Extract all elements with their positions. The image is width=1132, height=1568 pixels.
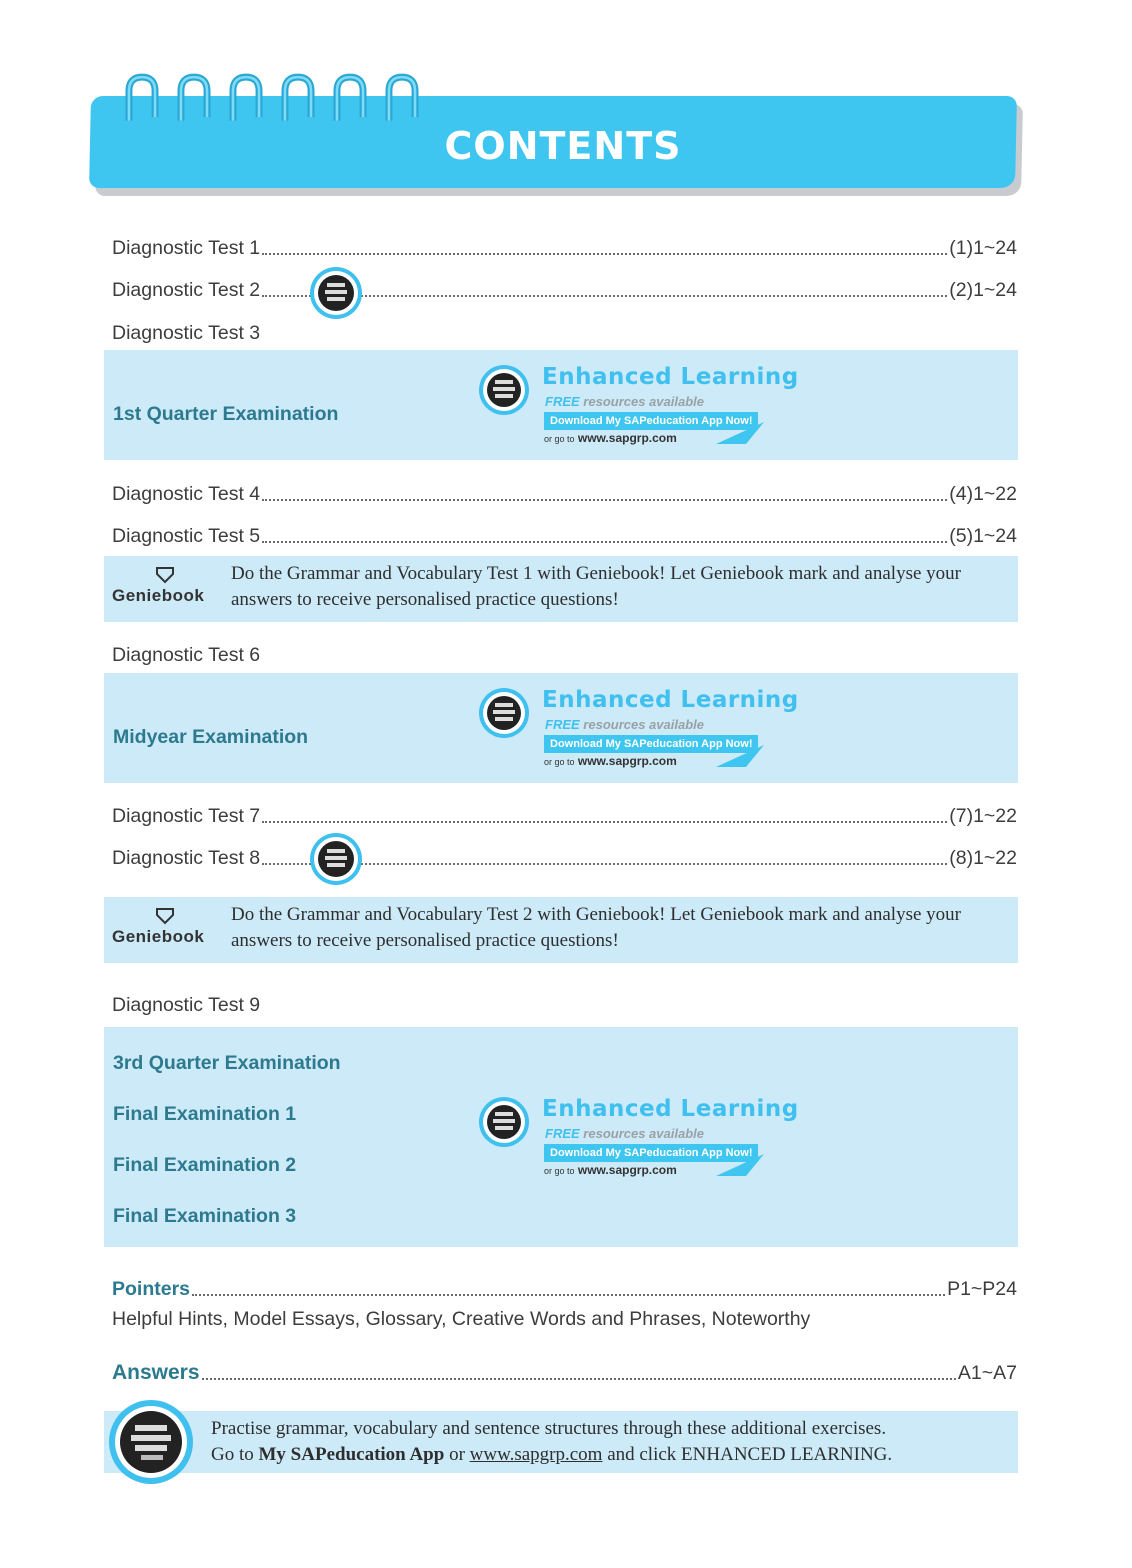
enhanced-learning-title: Enhanced Learning (542, 687, 799, 713)
toc-row-diagnostic-test-9[interactable] (112, 987, 1017, 1017)
toc-row-diagnostic-test-5[interactable] (112, 518, 1017, 548)
panel-1st-quarter (104, 350, 1018, 460)
enhanced-learning-logo-icon[interactable] (309, 832, 363, 886)
panel-midyear (104, 673, 1018, 783)
toc-row-diagnostic-test-4[interactable] (112, 476, 1017, 506)
geniebook-text: Do the Grammar and Vocabulary Test 1 with Geniebook! Let Geniebook mark and analyse your answers to receive personalised practice questions! (231, 563, 961, 610)
or-text: or (449, 1444, 465, 1465)
toc-page: A1~A7 (957, 1362, 1017, 1384)
geniebook-brand: Geniebook (112, 586, 205, 605)
enhanced-learning-logo-icon[interactable] (309, 266, 363, 320)
panel-title[interactable]: Final Examination 3 (113, 1205, 297, 1227)
toc-label: Diagnostic Test 5 (112, 525, 261, 547)
toc-page: P1~P24 (947, 1278, 1017, 1300)
toc-page: (1)1~24 (949, 237, 1017, 259)
toc-label: Pointers (112, 1278, 191, 1300)
toc-row-diagnostic-test-7[interactable] (112, 798, 1017, 828)
download-arrow-icon (716, 1154, 764, 1176)
or-go-to-label: or go to (544, 434, 575, 444)
enhanced-learning-logo-icon (478, 364, 530, 416)
website-link[interactable]: www.sapgrp.com (469, 1444, 603, 1465)
panel-title[interactable]: 1st Quarter Examination (113, 403, 339, 425)
pointers-subtitle: Helpful Hints, Model Essays, Glossary, Creative Words and Phrases, Noteworthy (112, 1308, 811, 1330)
toc-label: Diagnostic Test 8 (112, 847, 261, 869)
free-resources-text (545, 1126, 704, 1141)
toc-label: Answers (112, 1361, 200, 1384)
enhanced-learning-badge[interactable] (478, 364, 858, 454)
leader-dots (262, 821, 947, 823)
website-url: www.sapgrp.com (577, 1163, 677, 1177)
toc-page: (4)1~22 (949, 483, 1017, 505)
enhanced-learning-badge[interactable] (478, 687, 858, 777)
download-arrow-icon (716, 745, 764, 767)
toc-row-diagnostic-test-3[interactable] (112, 315, 1017, 345)
geniebook-brand: Geniebook (112, 927, 205, 946)
website-line (544, 1163, 677, 1177)
toc-row-diagnostic-test-8[interactable] (112, 840, 1017, 870)
geniebook-promo-1[interactable] (104, 556, 1018, 622)
free-resources-text (545, 717, 704, 732)
free-label: FREE (545, 394, 580, 409)
download-app-banner: Download My SAPeducation App Now! (544, 412, 758, 430)
toc-row-answers[interactable] (112, 1355, 1017, 1385)
enhanced-learning-title: Enhanced Learning (542, 1096, 799, 1122)
leader-dots (262, 253, 947, 255)
enhanced-learning-title: Enhanced Learning (542, 364, 799, 390)
geniebook-logo-icon (154, 907, 176, 925)
panel-final-exams (104, 1027, 1018, 1247)
enhanced-learning-badge[interactable] (478, 1096, 858, 1186)
panel-title[interactable]: Midyear Examination (113, 726, 309, 748)
leader-dots (192, 1294, 945, 1296)
toc-page: (2)1~24 (949, 279, 1017, 301)
geniebook-logo-icon (154, 566, 176, 584)
toc-row-diagnostic-test-1[interactable] (112, 230, 1017, 260)
go-to-text: Go to (211, 1444, 254, 1465)
or-go-to-label: or go to (544, 1166, 575, 1176)
toc-page: (8)1~22 (949, 847, 1017, 869)
website-line (544, 431, 677, 445)
toc-label: Diagnostic Test 2 (112, 279, 261, 301)
toc-row-diagnostic-test-2[interactable] (112, 272, 1017, 302)
toc-label: Diagnostic Test 3 (112, 322, 261, 344)
download-app-banner: Download My SAPeducation App Now! (544, 1144, 758, 1162)
toc-label: Diagnostic Test 6 (112, 644, 261, 666)
footer-text (211, 1416, 892, 1468)
enhanced-learning-logo-icon (478, 687, 530, 739)
free-label: FREE (545, 1126, 580, 1141)
enhanced-learning-logo-icon (478, 1096, 530, 1148)
panel-title[interactable]: Final Examination 1 (113, 1103, 297, 1125)
toc-label: Diagnostic Test 9 (112, 994, 261, 1016)
toc-label: Diagnostic Test 1 (112, 237, 261, 259)
website-line (544, 754, 677, 768)
toc-page: (7)1~22 (949, 805, 1017, 827)
leader-dots (262, 863, 947, 865)
leader-dots (202, 1378, 956, 1380)
geniebook-promo-2[interactable] (104, 897, 1018, 963)
geniebook-text: Do the Grammar and Vocabulary Test 2 with Geniebook! Let Geniebook mark and analyse your answers to receive personalised practice questions! (231, 904, 961, 951)
resources-label: resources available (583, 717, 704, 732)
toc-page: (5)1~24 (949, 525, 1017, 547)
toc-label: Diagnostic Test 7 (112, 805, 261, 827)
panel-title[interactable]: 3rd Quarter Examination (113, 1052, 341, 1074)
app-name[interactable]: My SAPeducation App (258, 1444, 445, 1465)
leader-dots (262, 499, 947, 501)
resources-label: resources available (583, 394, 704, 409)
enhanced-learning-logo-icon (108, 1399, 194, 1485)
resources-label: resources available (583, 1126, 704, 1141)
click-text: and click ENHANCED LEARNING. (607, 1444, 893, 1465)
or-go-to-label: or go to (544, 757, 575, 767)
toc-row-diagnostic-test-6[interactable] (112, 637, 1017, 667)
leader-dots (262, 295, 947, 297)
free-resources-text (545, 394, 704, 409)
free-label: FREE (545, 717, 580, 732)
website-url: www.sapgrp.com (577, 754, 677, 768)
leader-dots (262, 541, 947, 543)
website-url: www.sapgrp.com (577, 431, 677, 445)
footer-line-1: Practise grammar, vocabulary and sentence structures through these additional exercises. (211, 1418, 887, 1439)
panel-title[interactable]: Final Examination 2 (113, 1154, 297, 1176)
download-arrow-icon (716, 422, 764, 444)
download-app-banner: Download My SAPeducation App Now! (544, 735, 758, 753)
toc-row-pointers[interactable] (112, 1271, 1017, 1301)
toc-label: Diagnostic Test 4 (112, 483, 261, 505)
page-title: CONTENTS (444, 124, 682, 168)
footer-line-2 (211, 1442, 892, 1468)
